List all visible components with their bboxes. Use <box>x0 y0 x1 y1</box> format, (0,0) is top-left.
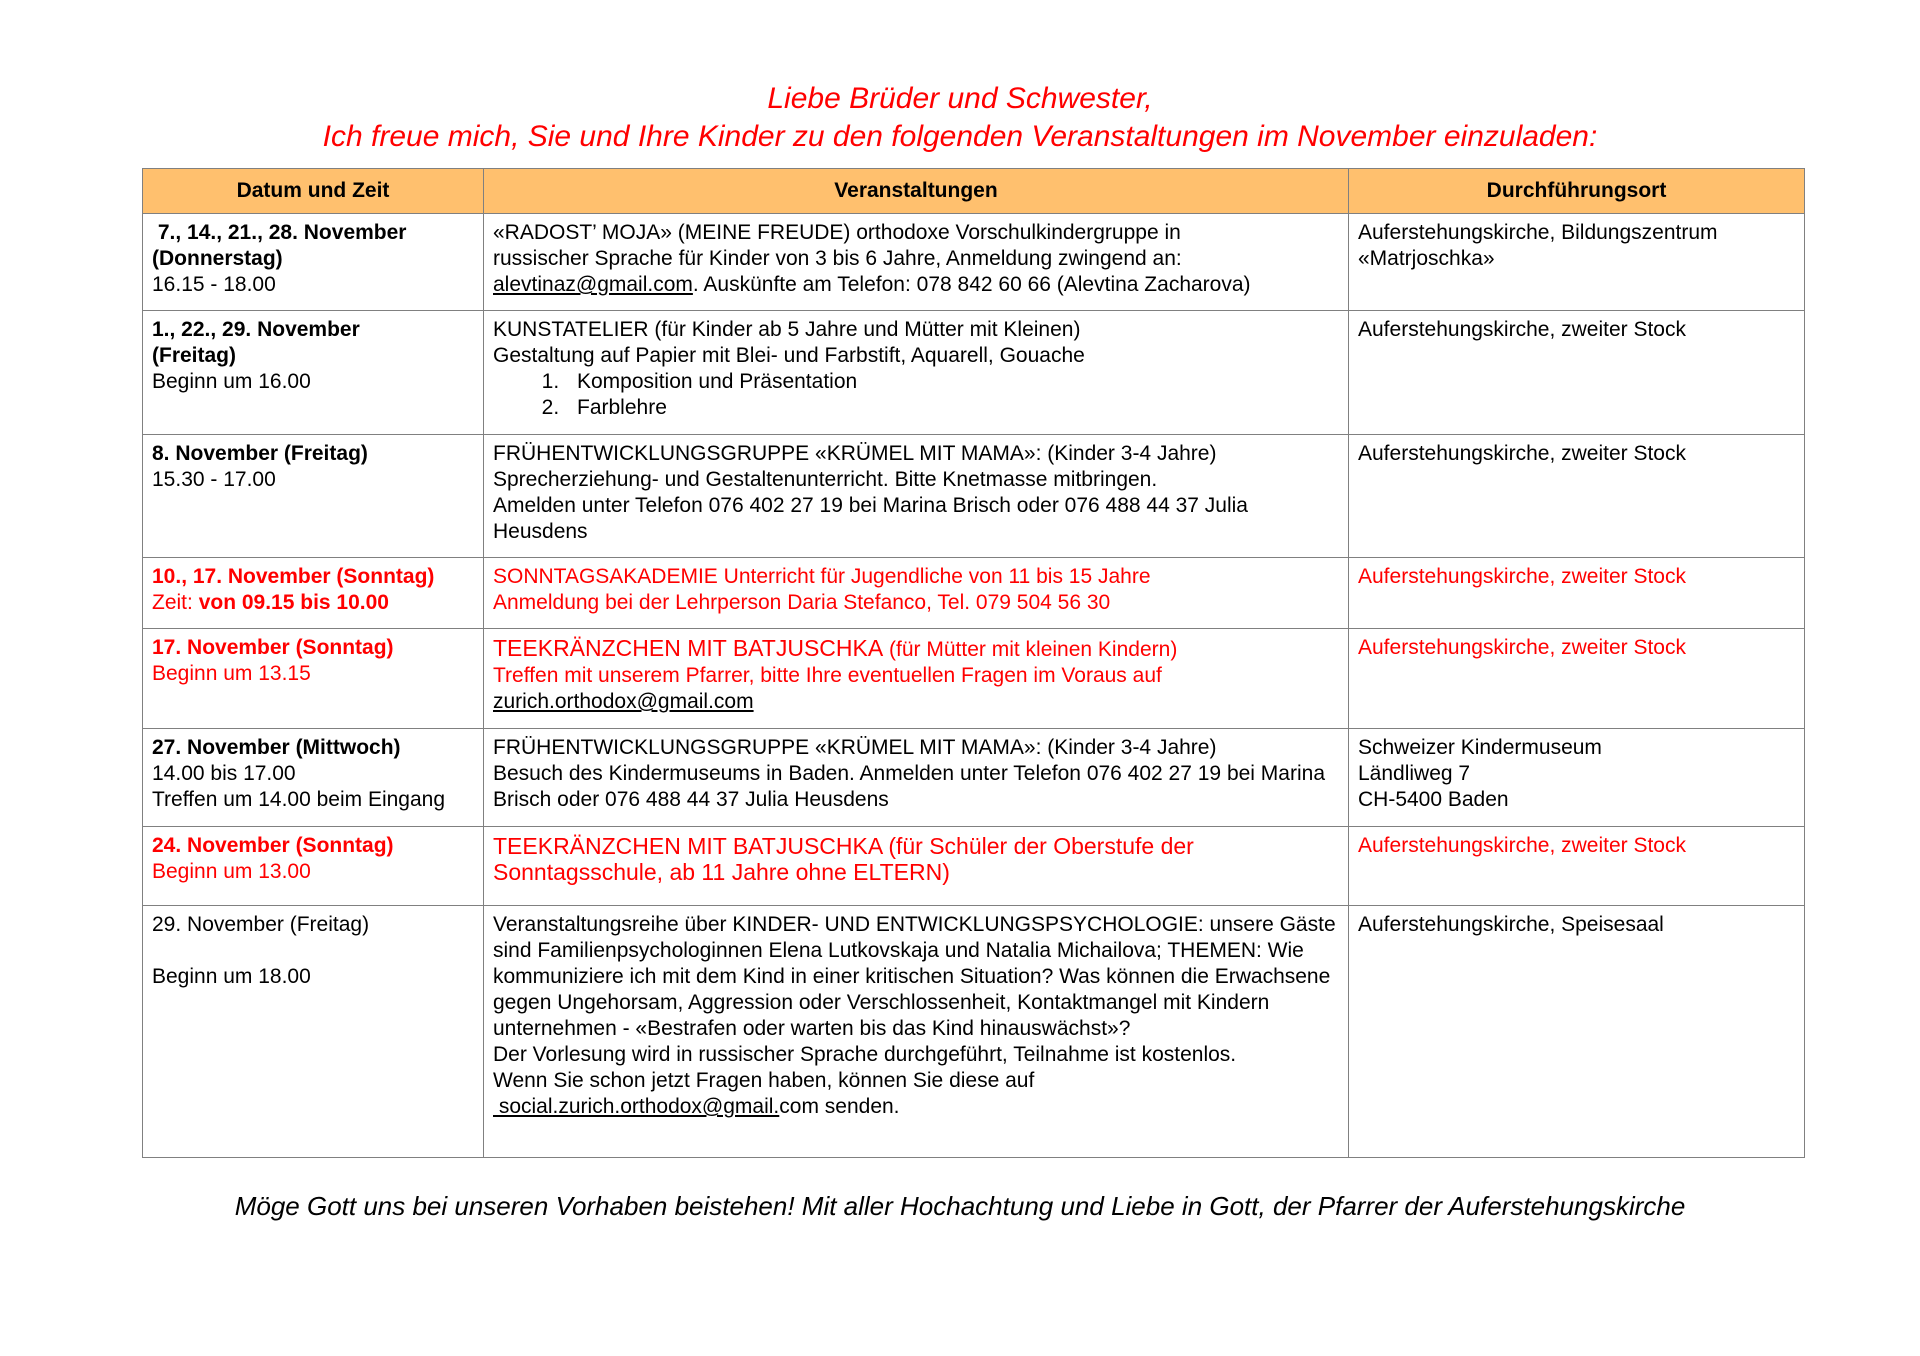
email-link[interactable]: zurich.orthodox@gmail.com <box>493 690 754 713</box>
event-description: Gestaltung auf Papier mit Blei- und Farbstift, Aquarell, Gouache <box>493 344 1085 367</box>
event-description: (für Mütter mit kleinen Kindern) <box>883 638 1178 661</box>
greeting-heading: Liebe Brüder und Schwester, <box>767 82 1153 115</box>
event-time: von 09.15 bis 10.00 <box>198 591 389 614</box>
event-cell <box>484 435 1349 558</box>
event-address: Ländliweg 7 <box>1358 762 1471 785</box>
event-cell <box>484 311 1349 435</box>
meeting-note: Treffen um 14.00 beim Eingang <box>152 788 446 811</box>
event-cell <box>484 729 1349 827</box>
date-cell <box>143 629 484 729</box>
event-time: Beginn um 16.00 <box>152 370 311 393</box>
event-cell <box>484 214 1349 311</box>
email-link[interactable]: alevtinaz@gmail.com <box>493 273 693 296</box>
event-description: Anmeldung bei der Lehrperson Daria Stefanco, Tel. 079 504 56 30 <box>493 591 1111 614</box>
closing-blessing: Möge Gott uns bei unseren Vorhaben beistehen! Mit aller Hochachtung und Liebe in Gott, der Pfarrer der Auferstehungskirche <box>234 1191 1686 1221</box>
event-time: Beginn um 13.15 <box>152 662 311 685</box>
table-header-row <box>143 169 1805 214</box>
date-cell <box>143 311 484 435</box>
list-item: 2. Farblehre <box>565 395 1339 421</box>
place-cell <box>1349 629 1805 729</box>
place-cell <box>1349 906 1805 1158</box>
table-row <box>143 629 1805 729</box>
table-row <box>143 729 1805 827</box>
event-date: 1., 22., 29. November <box>152 318 360 341</box>
place-cell <box>1349 435 1805 558</box>
date-cell <box>143 906 484 1158</box>
place-cell <box>1349 558 1805 629</box>
place-cell <box>1349 311 1805 435</box>
date-cell <box>143 827 484 906</box>
event-place: «Matrjoschka» <box>1358 247 1495 270</box>
event-description: Wenn Sie schon jetzt Fragen haben, können Sie diese auf <box>493 1069 1035 1092</box>
list-item: 1. Komposition und Präsentation <box>565 369 1339 395</box>
event-title: TEEKRÄNZCHEN MIT BATJUSCHKA <box>493 635 884 661</box>
event-description: . Auskünfte am Telefon: 078 842 60 66 (Alevtina Zacharova) <box>692 273 1251 296</box>
event-time: Beginn um 18.00 <box>152 965 311 988</box>
event-time: Beginn um 13.00 <box>152 860 311 883</box>
table-row <box>143 311 1805 435</box>
event-date: 27. November (Mittwoch) <box>152 736 401 759</box>
table-row <box>143 906 1805 1158</box>
event-cell <box>484 629 1349 729</box>
event-time: 16.15 - 18.00 <box>152 273 276 296</box>
event-place: Auferstehungskirche, zweiter Stock <box>1358 636 1686 659</box>
event-description: Der Vorlesung wird in russischer Sprache durchgeführt, Teilnahme ist kostenlos. <box>493 1043 1237 1066</box>
event-date: 29. November (Freitag) <box>152 913 370 936</box>
invitation-heading: Ich freue mich, Sie und Ihre Kinder zu den folgenden Veranstaltungen im November einzuladen: <box>322 120 1598 153</box>
event-cell <box>484 558 1349 629</box>
date-cell <box>143 435 484 558</box>
event-place: Auferstehungskirche, zweiter Stock <box>1358 442 1686 465</box>
column-header-events: Veranstaltungen <box>484 169 1349 214</box>
event-description: «RADOST’ MOJA» (MEINE FREUDE) orthodoxe Vorschulkindergruppe in <box>493 221 1181 244</box>
event-place: Auferstehungskirche, Bildungszentrum <box>1358 221 1718 244</box>
place-cell <box>1349 827 1805 906</box>
column-header-place: Durchführungsort <box>1349 169 1805 214</box>
table-row <box>143 558 1805 629</box>
event-date: 7., 14., 21., 28. November <box>152 221 407 244</box>
date-cell <box>143 214 484 311</box>
event-date: 8. November (Freitag) <box>152 442 368 465</box>
event-description: Amelden unter Telefon 076 402 27 19 bei Marina Brisch oder 076 488 44 37 Julia Heusdens <box>493 494 1248 543</box>
event-place: Auferstehungskirche, zweiter Stock <box>1358 565 1686 588</box>
event-description: FRÜHENTWICKLUNGSGRUPPE «KRÜMEL MIT MAMA»: (Kinder 3-4 Jahre) <box>493 736 1217 759</box>
events-table <box>142 168 1805 1158</box>
table-row <box>143 435 1805 558</box>
event-description: Besuch des Kindermuseums in Baden. Anmelden unter Telefon 076 402 27 19 bei Marina Brisch oder 076 488 44 37 Julia Heusdens <box>493 762 1325 811</box>
event-date: 17. November (Sonntag) <box>152 636 394 659</box>
place-cell <box>1349 214 1805 311</box>
email-link[interactable]: social.zurich.orthodox@gmail. <box>493 1095 780 1118</box>
event-description: Sprecherziehung- und Gestaltenunterricht. Bitte Knetmasse mitbringen. <box>493 468 1158 491</box>
date-cell <box>143 729 484 827</box>
event-description: Veranstaltungsreihe über KINDER- UND ENTWICKLUNGSPSYCHOLOGIE: unsere Gäste sind Familienpsychologinnen Elena Lutkovskaja und Natalia Michailova; THEMEN: Wie kommuniziere ich mit dem Kind in einer kritischen Situation? Was können die Erwachsene gegen Ungehorsam, Aggression oder Verschlossenheit, Kontaktmangel mit Kindern unternehmen - «Bestrafen oder warten bis das Kind hinauswächst»? <box>493 913 1336 1040</box>
event-description: TEEKRÄNZCHEN MIT BATJUSCHKA (für Schüler der Oberstufe der Sonntagsschule, ab 11 Jahre ohne ELTERN) <box>493 833 1194 885</box>
place-cell <box>1349 729 1805 827</box>
event-weekday: (Donnerstag) <box>152 247 283 270</box>
event-place: Auferstehungskirche, zweiter Stock <box>1358 318 1686 341</box>
event-weekday: (Freitag) <box>152 344 236 367</box>
event-description: KUNSTATELIER (für Kinder ab 5 Jahre und Mütter mit Kleinen) <box>493 318 1081 341</box>
event-time: 15.30 - 17.00 <box>152 468 276 491</box>
event-place: Auferstehungskirche, Speisesaal <box>1358 913 1664 936</box>
event-cell <box>484 827 1349 906</box>
time-label: Zeit: <box>152 591 199 614</box>
column-header-date: Datum und Zeit <box>143 169 484 214</box>
event-description: russischer Sprache für Kinder von 3 bis 6 Jahre, Anmeldung zwingend an: <box>493 247 1182 270</box>
event-place: Schweizer Kindermuseum <box>1358 736 1602 759</box>
event-cell <box>484 906 1349 1158</box>
date-cell <box>143 558 484 629</box>
event-time: 14.00 bis 17.00 <box>152 762 296 785</box>
event-description: com senden. <box>779 1095 900 1118</box>
event-date: 24. November (Sonntag) <box>152 834 394 857</box>
event-city: CH-5400 Baden <box>1358 788 1509 811</box>
table-row <box>143 214 1805 311</box>
event-description: FRÜHENTWICKLUNGSGRUPPE «KRÜMEL MIT MAMA»: (Kinder 3-4 Jahre) <box>493 442 1217 465</box>
table-row <box>143 827 1805 906</box>
event-date: 10., 17. November (Sonntag) <box>152 565 435 588</box>
event-description: SONNTAGSAKADEMIE Unterricht für Jugendliche von 11 bis 15 Jahre <box>493 565 1151 588</box>
event-place: Auferstehungskirche, zweiter Stock <box>1358 834 1686 857</box>
topic-list <box>493 369 1339 421</box>
event-description: Treffen mit unserem Pfarrer, bitte Ihre eventuellen Fragen im Voraus auf <box>493 664 1162 687</box>
